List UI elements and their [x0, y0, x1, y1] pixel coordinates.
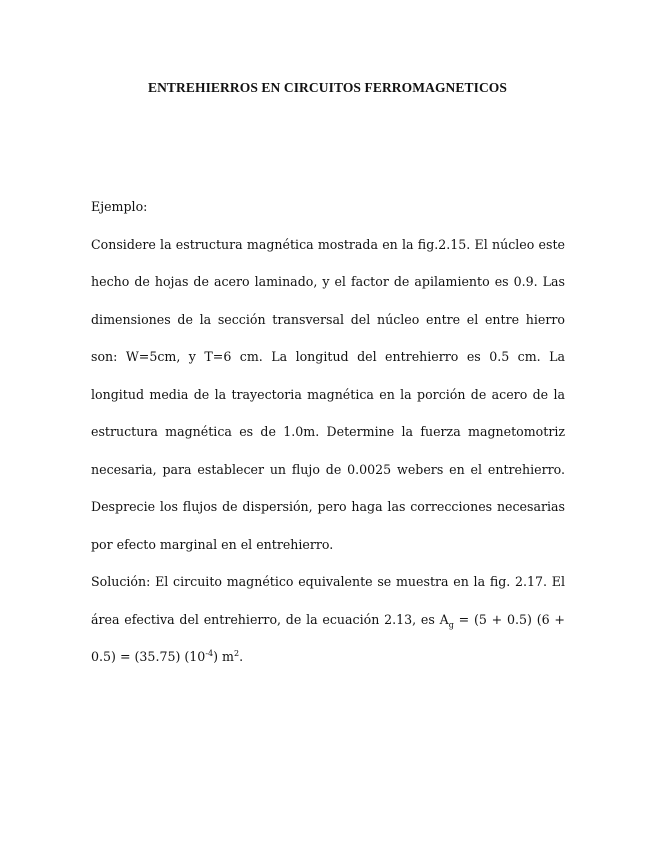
solution-end: .	[239, 649, 244, 664]
example-label: Ejemplo:	[91, 199, 148, 214]
subscript-g: g	[448, 620, 454, 630]
document-body	[91, 188, 565, 676]
solution-paragraph	[91, 563, 565, 676]
superscript-neg4: -4	[205, 648, 214, 658]
solution-eq-part2: ) m	[213, 649, 234, 664]
page-title: ENTREHIERROS EN CIRCUITOS FERROMAGNETICOS	[147, 80, 508, 95]
problem-paragraph: Considere la estructura magnética mostrada en la fig.2.15. El núcleo este hecho de hojas de acero laminado, y el factor de apilamiento es 0.9. Las dimensiones de la sección transversal del núcleo entre el entre hierro son: W=5cm, y T=6 cm. La longitud del entrehierro es 0.5 cm. La longitud media de la trayectoria magnética en la porción de acero de la estructura magnética es de 1.0m. Determine la fuerza magnetomotriz necesaria, para establecer un flujo de 0.0025 webers en el entrehierro. Desprecie los flujos de dispersión, pero haga las correcciones necesarias por efecto marginal en el entrehierro.	[91, 236, 565, 552]
solution-eq-part1: = (5 + 0.5) (6 + 0.5) = (35.75) (10	[91, 611, 565, 664]
superscript-2: 2	[233, 648, 240, 658]
solution-intro: Solución: El circuito magnético equivalente se muestra en la fig. 2.17. El área efectiva del entrehierro, de la ecuación 2.13, es A	[91, 574, 565, 627]
